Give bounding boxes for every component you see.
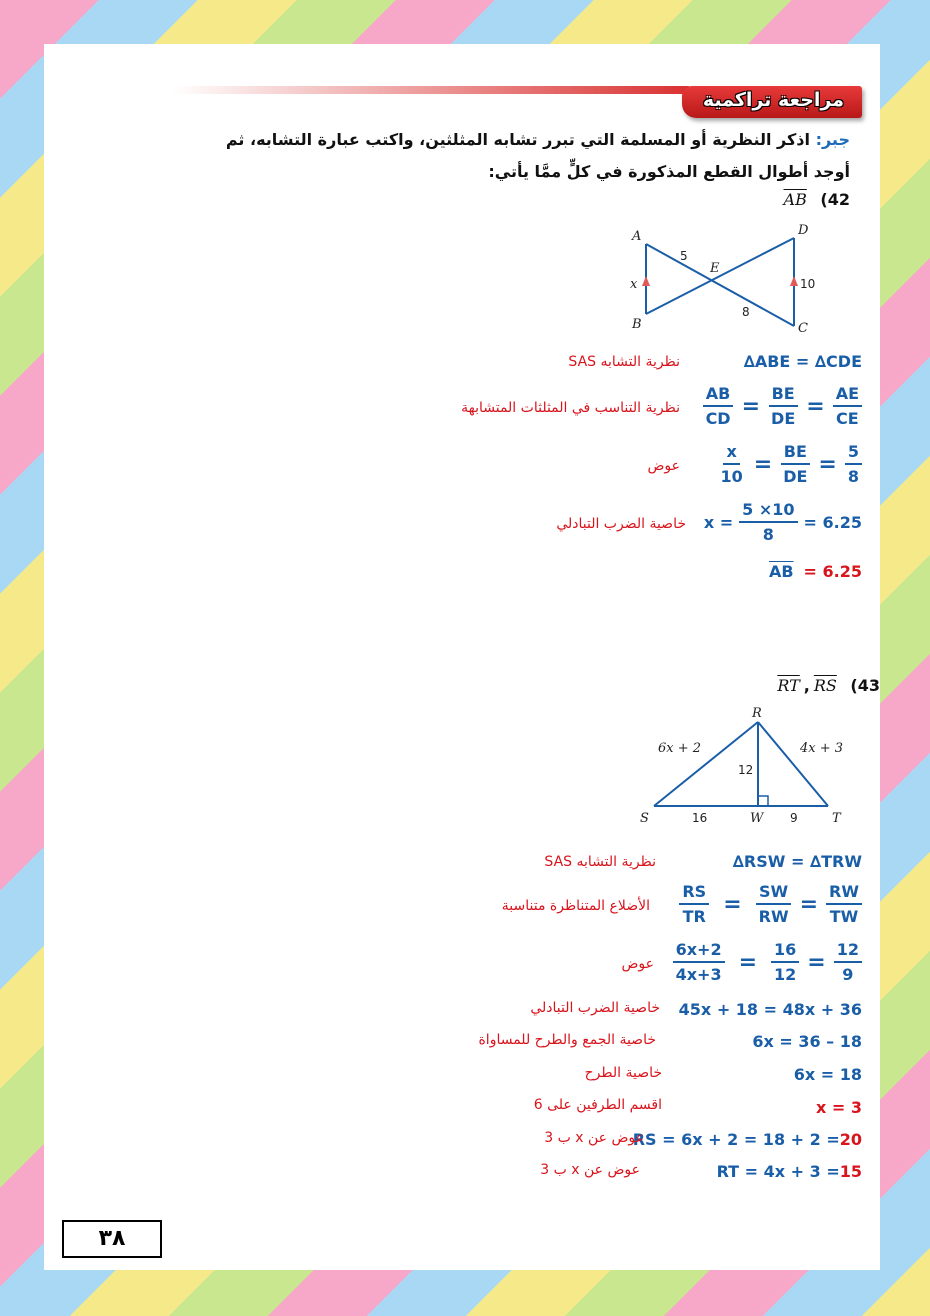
q43-label-wt: 9 xyxy=(790,811,798,825)
banner-fade-bar xyxy=(172,86,692,94)
q43-step-1 xyxy=(733,852,862,871)
q42-step-2-frac-1: $\frac{AB}{CD}$ xyxy=(703,384,734,428)
q43-step-7-expr: x = 3 xyxy=(816,1098,862,1117)
q42-step-1 xyxy=(744,352,862,371)
q43-step-2-frac-1: $\frac{RS}{TR}$ xyxy=(679,882,709,926)
q42-step-3-frac-3: $\frac{5}{8}$ xyxy=(845,442,862,486)
q43-step-3-frac-1: $\frac{6x+2}{4x+3}$ xyxy=(673,940,725,984)
banner-title: مراجعة تراكمية xyxy=(702,89,844,111)
q42-segment-ac-line xyxy=(646,244,794,326)
q42-step-3-frac-2: $\frac{BE}{DE}$ xyxy=(780,442,810,486)
q42-step-4-reason: خاصية الضرب التبادلي xyxy=(556,516,686,532)
q42-step-3-frac-1: $\frac{x}{10}$ xyxy=(720,442,743,486)
q42-step-1-expr: ∆ABE = ∆CDE xyxy=(743,352,862,371)
q43-label-left-side: 6x + 2 xyxy=(658,741,702,756)
q43-step-3-frac-2: $\frac{16}{12}$ xyxy=(771,940,799,984)
q43-step-3-frac-3: $\frac{12}{9}$ xyxy=(834,940,862,984)
q42-header xyxy=(784,190,850,209)
q42-figure xyxy=(620,216,850,346)
q43-step-3: $\frac{6x+2}{4x+3}$ = $\frac{16}{12}$ = $\frac{12}{9}$ xyxy=(673,940,862,984)
q42-step-3-reason: عوض xyxy=(647,458,680,474)
q43-step-9-reason: عوض عن x ب 3 xyxy=(540,1162,640,1178)
q42-step-4: x = $\frac{5 \times 10}{8}$ = 6.25 xyxy=(703,500,862,544)
q42-step-5: $\overline{AB}$ = 6.25 xyxy=(768,562,862,581)
section-banner xyxy=(172,84,862,120)
q43-step-8: RS = 6x + 2 = 18 + 2 = 20 xyxy=(632,1130,862,1149)
q42-label-e: E xyxy=(710,261,720,276)
q43-step-2: $\frac{RS}{TR}$ = $\frac{SW}{RW}$ = $\frac{RW}{TW}$ xyxy=(679,882,862,926)
q43-label-s: S xyxy=(640,811,649,826)
q43-step-8-reason: عوض عن x ب 3 xyxy=(544,1130,644,1146)
q42-label-b: B xyxy=(632,317,642,332)
q43-header: $\overline{RT}$ , $\overline{RS}$ (43 xyxy=(777,676,880,695)
q43-step-2-frac-3: $\frac{RW}{TW}$ xyxy=(826,882,862,926)
q42-number: (42 xyxy=(820,190,850,209)
q42-arrow-left-icon xyxy=(642,276,650,286)
q42-label-10: 10 xyxy=(800,277,816,291)
q43-label-right-side: 4x + 3 xyxy=(800,741,844,756)
q43-step-4-reason: خاصية الضرب التبادلي xyxy=(530,1000,660,1016)
instructions-label: جبر: xyxy=(815,130,850,149)
q43-step-5-reason: خاصية الجمع والطرح للمساواة xyxy=(478,1032,656,1048)
q43-step-6-reason: خاصية الطرح xyxy=(584,1065,662,1081)
q43-label-t: T xyxy=(832,811,841,826)
page xyxy=(44,44,880,1270)
q42-label-x: x xyxy=(630,277,638,292)
q43-number: (43 xyxy=(850,676,880,695)
q42-label-5: 5 xyxy=(680,249,688,263)
q42-segment: $\overline{AB}$ xyxy=(783,190,807,209)
q43-step-2-frac-2: $\frac{SW}{RW}$ xyxy=(756,882,792,926)
q42-label-a: A xyxy=(632,229,642,244)
instructions-text: اذكر النظرية أو المسلمة التي تبرر تشابه المثلثين، واكتب عبارة التشابه، ثم أوجد أطوال القطع المذكورة في كلٍّ ممَّا يأتي: xyxy=(225,130,850,181)
q43-step-6-expr: 6x = 18 xyxy=(793,1065,862,1084)
q42-step-2: $\frac{AB}{CD}$ = $\frac{BE}{DE}$ = $\frac{AE}{CE}$ xyxy=(703,384,862,428)
q42-label-d: D xyxy=(798,223,809,238)
q43-step-4-expr: 45x + 18 = 48x + 36 xyxy=(678,1000,862,1019)
q43-step-9: RT = 4x + 3 = 15 xyxy=(716,1162,862,1181)
q43-label-height: 12 xyxy=(738,763,754,777)
q42-step-1-reason: نظرية التشابه SAS xyxy=(568,354,680,370)
q43-side-rt xyxy=(758,722,828,806)
page-number: ٣٨ xyxy=(62,1220,162,1258)
q43-segment-2: $\overline{RS}$ xyxy=(813,676,837,695)
instructions xyxy=(190,124,850,188)
q42-step-3: $\frac{x}{10}$ = $\frac{BE}{DE}$ = $\frac{5}{8}$ xyxy=(718,442,863,486)
q42-step-2-reason: نظرية التناسب في المثلثات المتشابهة xyxy=(461,400,680,416)
q43-step-2-reason: الأضلاع المتناظرة متناسبة xyxy=(501,898,650,914)
q43-label-r: R xyxy=(752,706,762,721)
q43-step-1-expr: ∆RSW = ∆TRW xyxy=(732,852,862,871)
q42-label-8: 8 xyxy=(742,305,750,319)
q43-segment-1: $\overline{RT}$ xyxy=(777,676,800,695)
banner-tab xyxy=(682,86,862,118)
q42-arrow-right-icon xyxy=(790,276,798,286)
q43-step-7-reason: اقسم الطرفين على 6 xyxy=(533,1097,662,1113)
q43-figure xyxy=(640,702,858,828)
q42-segment-bd-line xyxy=(646,238,794,314)
q42-step-2-frac-2: $\frac{BE}{DE}$ xyxy=(768,384,798,428)
q43-step-1-reason: نظرية التشابه SAS xyxy=(544,854,656,870)
q43-label-sw: 16 xyxy=(692,811,708,825)
q42-step-4-frac: $\frac{5 \times 10}{8}$ xyxy=(739,500,797,544)
q43-step-3-reason: عوض xyxy=(621,956,654,972)
q43-label-w: W xyxy=(750,811,764,826)
q43-right-angle-icon xyxy=(758,796,768,806)
q42-step-2-frac-3: $\frac{AE}{CE}$ xyxy=(833,384,862,428)
q42-label-c: C xyxy=(798,321,808,336)
q43-step-5-expr: 6x = 36 – 18 xyxy=(752,1032,862,1051)
